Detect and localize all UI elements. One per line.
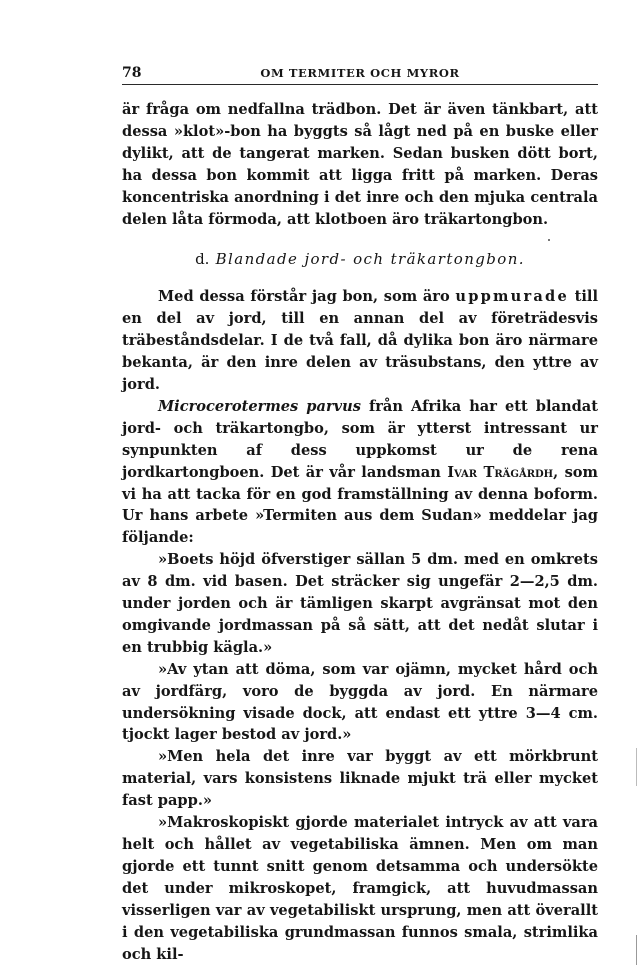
scan-mark <box>636 748 637 786</box>
section-heading <box>122 249 598 271</box>
paragraph-continuation: är fråga om nedfallna trädbon. Det är även tänkbart, att dessa »klot»-bon ha byggts så lågt ned på en buske eller dylikt, att de tangerat marken. Sedan busken dött bort, ha dessa bon kommit att ligga fritt på marken. Deras koncentriska anordning i det inre och den mjuka centrala delen låta förmoda, att klotboen äro träkartongbon. <box>122 101 598 228</box>
quote-paragraph: »Av ytan att döma, som var ojämn, mycket hård och av jordfärg, voro de byggda av jord. En närmare undersökning visade dock, att endast ett yttre 3—4 cm. tjockt lager bestod av jord.» <box>122 660 598 744</box>
book-page <box>122 62 598 965</box>
species-text-1: från Afrika har ett blandat jord- och träkartongbo, som är ytterst intressant ur synpunkten af dess uppkomst ur de rena jordkartongboen. Det är vår landsman <box>122 397 598 481</box>
author-first-name: Ivar <box>447 463 478 481</box>
species-name: Microcerotermes parvus <box>158 397 361 415</box>
page-number: 78 <box>122 65 142 81</box>
quote-paragraph: »Boets höjd öfverstiger sällan 5 dm. med en omkrets av 8 dm. vid basen. Det sträcker sig ungefär 2—2,5 dm. under jorden och är tämligen skarpt avgränsat mot den omgivande jordmassan på så sätt, att det nedåt slutar i en trubbig kägla.» <box>122 551 598 656</box>
scan-mark <box>548 239 550 241</box>
paragraph-definition <box>122 286 598 396</box>
scan-mark <box>636 935 637 965</box>
definition-lead: Med dessa förstår jag bon, som äro <box>158 288 450 306</box>
quote-paragraph: »Makroskopiskt gjorde materialet intryck av att vara helt och hållet av vegetabiliska ämnen. Men om man gjorde ett tunnt snitt genom detsamma och undersökte det under mikroskopet, framgick, att huvudmassan visserligen var av vegetabiliskt ursprung, men att överallt i den vegetabiliska grundmassan funnos smala, strimlika och kil- <box>122 814 598 963</box>
running-title: OM TERMITER OCH MYROR <box>260 66 460 80</box>
emphasized-word: uppmurade <box>455 288 569 306</box>
quote-paragraph: »Men hela det inre var byggt av ett mörkbrunt material, vars konsistens liknade mjukt trä eller mycket fast papp.» <box>122 748 598 810</box>
definition-rest: till en del av jord, till en annan del av företrädesvis träbeståndsdelar. I de två fall, då dylika bon äro närmare bekanta, är den inre delen av träsubstans, den yttre av jord. <box>122 288 598 393</box>
paragraph-species <box>122 396 598 549</box>
body-text <box>122 99 598 965</box>
section-letter: d. <box>195 250 210 269</box>
species-text-2: , som vi ha att tacka för en god framställning av denna boform. Ur hans arbete »Termiten aus dem Sudan» meddelar jag följande: <box>122 463 598 547</box>
section-title: Blandade jord- och träkartongbon. <box>215 250 525 269</box>
running-head <box>122 62 598 85</box>
author-last-name: Trägårdh <box>483 463 554 481</box>
